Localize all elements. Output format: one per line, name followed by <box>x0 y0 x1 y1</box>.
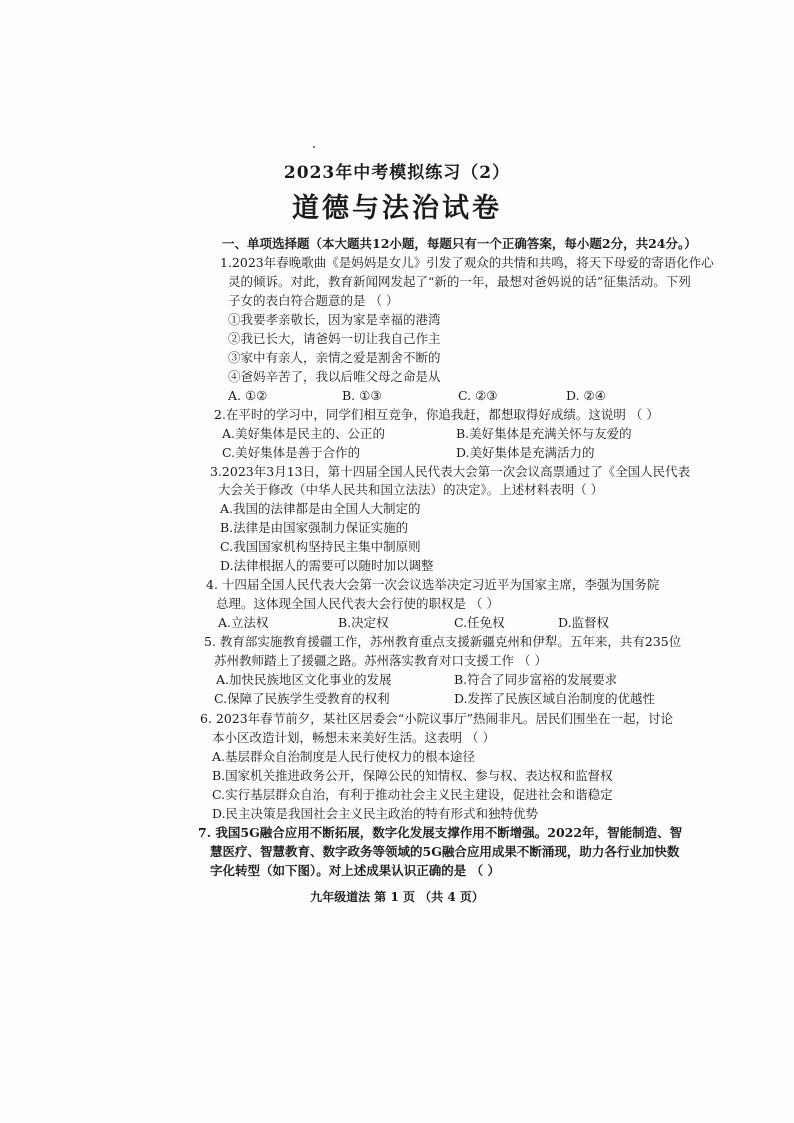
q7-line-2: 慧医疗、智慧教育、数字政务等领域的5G融合应用成果不断涌现，助力各行业加快数 <box>210 844 680 859</box>
q1-line-3: 子女的表白符合题意的是 （ ） <box>228 293 399 308</box>
q3-line-2: 大会关于修改（中华人民共和国立法法）的决定》。上述材料表明（ ） <box>218 482 604 497</box>
q3-option-b: B.法律是由国家强制力保证实施的 <box>220 520 409 535</box>
q6-line-1: 6. 2023年春节前夕，某社区居委会“小院议事厅”热闹非凡。居民们围坐在一起，讨论 <box>200 711 673 726</box>
q5-option-a: A.加快民族地区文化事业的发展 <box>216 672 392 687</box>
q5-line-1: 5. 教育部实施教育援疆工作，苏州教育重点支援新疆克州和伊犁。五年来，共有235位 <box>204 634 682 649</box>
q2-option-c: C.美好集体是善于合作的 <box>222 445 361 460</box>
q1-option-c: C. ②③ <box>458 388 498 403</box>
q5-line-2: 苏州教师踏上了援疆之路。苏州落实教育对口支援工作 （ ） <box>214 653 547 668</box>
q4-option-b: B.决定权 <box>338 615 389 630</box>
subject-title: 道德与法治试卷 <box>292 193 502 224</box>
q4-option-c: C.任免权 <box>454 615 505 630</box>
q1-item-2: ②我已长大，请爸妈一切让我自己作主 <box>228 331 441 346</box>
q4-line-1: 4. 十四届全国人民代表大会第一次会议选举决定习近平为国家主席，李强为国务院 <box>206 577 660 592</box>
q5-option-d: D.发挥了民族区域自治制度的优越性 <box>454 691 656 706</box>
q3-option-c: C.我国国家机构坚持民主集中制原则 <box>220 539 421 554</box>
q6-option-d: D.民主决策是我国社会主义民主政治的特有形式和独特优势 <box>212 806 539 821</box>
q1-option-b: B. ①③ <box>342 388 382 403</box>
q6-option-a: A.基层群众自治制度是人民行使权力的根本途径 <box>212 749 476 764</box>
q2-option-a: A.美好集体是民主的、公正的 <box>222 426 386 441</box>
page-footer: 九年级道法 第 1 页 （共 4 页） <box>310 890 484 904</box>
q2-option-d: D.美好集体是充满活力的 <box>456 445 595 460</box>
q2-option-b: B.美好集体是充满关怀与友爱的 <box>456 426 632 441</box>
q2-line-1: 2.在平时的学习中，同学们相互竞争，你追我赶，都想取得好成绩。这说明 （ ） <box>214 407 659 422</box>
q1-item-4: ④爸妈辛苦了，我以后唯父母之命是从 <box>228 369 441 384</box>
q6-option-c: C.实行基层群众自治，有利于推动社会主义民主建设，促进社会和谐稳定 <box>212 787 613 802</box>
q4-option-a: A.立法权 <box>218 615 269 630</box>
q1-option-d: D. ②④ <box>566 388 606 403</box>
exam-title: 2023年中考模拟练习（2） <box>283 163 511 183</box>
q4-option-d: D.监督权 <box>558 615 610 630</box>
q1-item-1: ①我要孝亲敬长，因为家是幸福的港湾 <box>228 312 441 327</box>
section-heading: 一、单项选择题（本大题共12小题，每题只有一个正确答案，每小题2分，共24分。） <box>222 236 697 251</box>
q7-line-1: 7. 我国5G融合应用不断拓展，数字化发展支撑作用不断增强。2022年，智能制造、智 <box>198 825 683 840</box>
q6-option-b: B.国家机关推进政务公开，保障公民的知情权、参与权、表达权和监督权 <box>212 768 613 783</box>
scan-speck <box>313 146 315 148</box>
q4-line-2: 总理。这体现全国人民代表大会行使的职权是 （ ） <box>216 596 499 611</box>
q5-option-b: B.符合了同步富裕的发展要求 <box>454 672 618 687</box>
q7-line-3: 字化转型（如下图）。对上述成果认识正确的是 （ ） <box>210 863 500 878</box>
q1-option-a: A. ①② <box>228 388 268 403</box>
q6-line-2: 本小区改造计划，畅想未来美好生活。这表明 （ ） <box>212 730 495 745</box>
q3-option-a: A.我国的法律都是由全国人大制定的 <box>220 501 421 516</box>
q1-line-2: 灵的倾诉。对此，教育新闻网发起了“新的一年，最想对爸妈说的话”征集活动。下列 <box>228 274 691 289</box>
q1-line-1: 1.2023年春晚歌曲《是妈妈是女儿》引发了观众的共情和共鸣，将天下母爱的寄语化作心 <box>220 255 714 270</box>
q1-item-3: ③家中有亲人，亲情之爱是割舍不断的 <box>228 350 441 365</box>
q5-option-c: C.保障了民族学生受教育的权利 <box>214 691 390 706</box>
q3-option-d: D.法律根据人的需要可以随时加以调整 <box>220 558 434 573</box>
q3-line-1: 3.2023年3月13日，第十四届全国人民代表大会第一次会议高票通过了《全国人民代表 <box>210 464 691 479</box>
